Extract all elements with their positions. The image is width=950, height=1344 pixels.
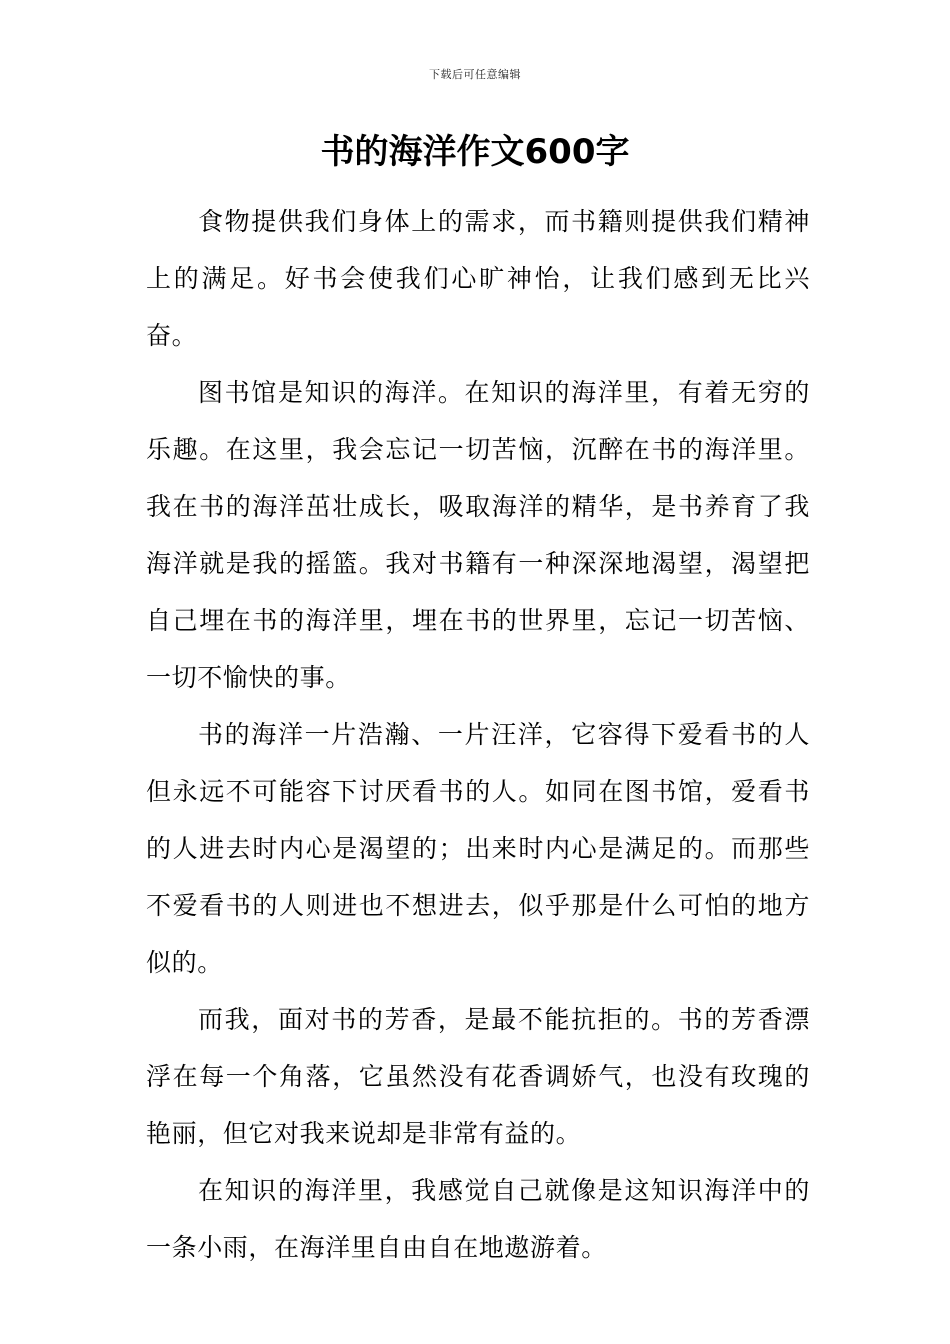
- header-note: 下载后可任意编辑: [429, 68, 521, 81]
- essay-body: [146, 193, 810, 1276]
- paragraph-5: 在知识的海洋里，我感觉自己就像是这知识海洋中的一条小雨，在海洋里自由自在地遨游着。: [146, 1176, 810, 1262]
- paragraph-4: 而我，面对书的芳香，是最不能抗拒的。书的芳香漂浮在每一个角落，它虽然没有花香调娇气，也没有玫瑰的艳丽，但它对我来说却是非常有益的。: [146, 1005, 810, 1148]
- paragraph-1: 食物提供我们身体上的需求，而书籍则提供我们精神上的满足。好书会使我们心旷神怡，让我们感到无比兴奋。: [146, 207, 810, 350]
- page-title: 书的海洋作文600字: [320, 132, 630, 172]
- paragraph-2: 图书馆是知识的海洋。在知识的海洋里，有着无穷的乐趣。在这里，我会忘记一切苦恼，沉醉在书的海洋里。我在书的海洋茁壮成长，吸取海洋的精华，是书养育了我海洋就是我的摇篮。我对书籍有一种深深地渴望，渴望把自己埋在书的海洋里，埋在书的世界里，忘记一切苦恼、一切不愉快的事。: [146, 378, 810, 692]
- paragraph-3: 书的海洋一片浩瀚、一片汪洋，它容得下爱看书的人但永远不可能容下讨厌看书的人。如同在图书馆，爱看书的人进去时内心是渴望的；出来时内心是满足的。而那些不爱看书的人则进也不想进去，似乎那是什么可怕的地方似的。: [146, 720, 810, 977]
